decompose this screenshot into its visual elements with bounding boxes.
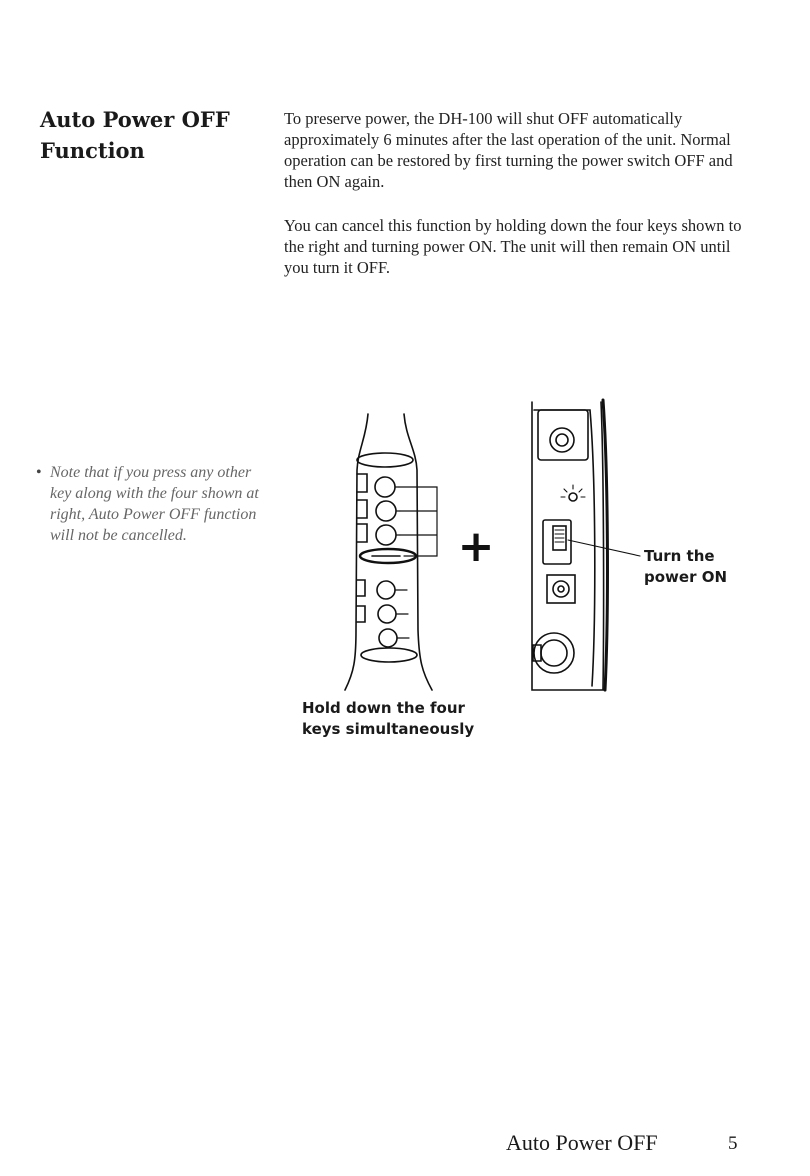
rod-top — [357, 453, 413, 467]
key-tabs — [357, 474, 367, 622]
page-number: 5 — [728, 1133, 738, 1154]
caption-keys-line1: Hold down the four — [302, 699, 465, 717]
key-3 — [376, 525, 396, 545]
indicator-rays — [561, 485, 585, 497]
power-switch-grip — [555, 530, 564, 542]
note-bullet: • — [36, 464, 42, 481]
key-7 — [379, 629, 397, 647]
caption-power-line2: power ON — [644, 568, 727, 586]
caption-keys-line2: keys simultaneously — [302, 720, 475, 738]
paragraph-auto-shutoff: To preserve power, the DH-100 will shut OFF automatically approximately 6 minutes after the last operation of the unit. Normal operation can be restored by first turning the power switch OFF and then ON again. — [284, 109, 733, 191]
section-heading-line2: Function — [40, 138, 145, 163]
jack2-inner — [558, 586, 564, 592]
din-connector — [534, 633, 574, 673]
key-2 — [376, 501, 396, 521]
jack2-outer — [553, 581, 569, 597]
jack-outer — [550, 428, 574, 452]
caption-power-line1: Turn the — [644, 547, 715, 565]
caption-hold-keys — [302, 698, 502, 740]
rod-bottom — [361, 648, 417, 662]
key-5 — [377, 581, 395, 599]
key-6 — [378, 605, 396, 623]
section-heading-line1: Auto Power OFF — [40, 107, 230, 132]
jack-inner — [556, 434, 568, 446]
key-1 — [375, 477, 395, 497]
din-connector-inner — [541, 640, 567, 666]
note-text: Note that if you press any other key along with the four shown at right, Auto Power OFF function will not be cancelled. — [50, 464, 259, 544]
plus-sign: + — [457, 521, 495, 572]
paragraph-cancel-function: You can cancel this function by holding down the four keys shown to the right and turning power ON. The unit will then remain ON until you turn it OFF. — [284, 216, 742, 277]
jack-square — [547, 575, 575, 603]
highlighted-keys — [372, 477, 400, 556]
caption-turn-power-on — [644, 546, 774, 588]
power-indicator — [569, 493, 577, 501]
footer-running-title: Auto Power OFF — [506, 1130, 658, 1155]
